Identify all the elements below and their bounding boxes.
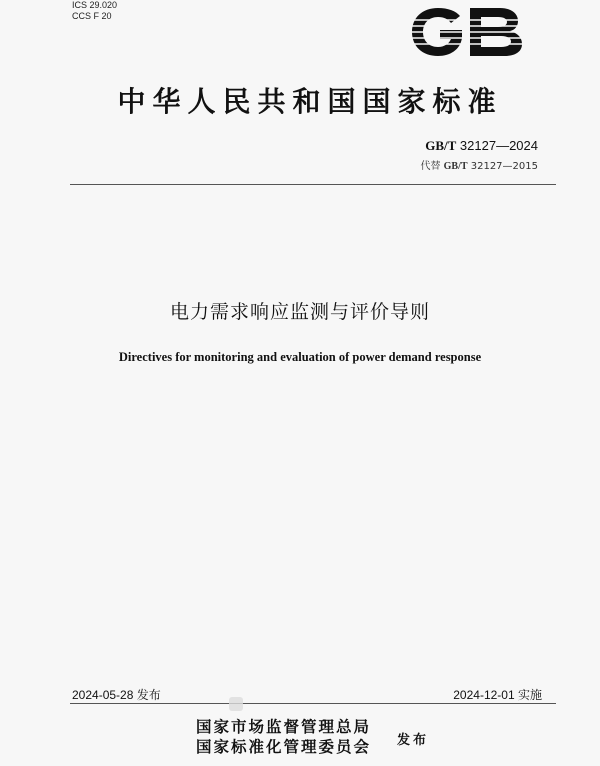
ics-code: ICS 29.020 [72,0,118,10]
publish-label: 发布 [397,733,430,748]
issue-label: 发布 [136,688,161,702]
seal-mark-icon [229,697,243,711]
document-title-en: Directives for monitoring and evaluation of power demand response [118,350,482,364]
standard-prefix: GB/T [425,138,457,153]
classification-codes [72,0,117,22]
standard-number [425,138,538,154]
standard-number-value: 32127—2024 [459,138,538,153]
issuer-sac: 国家标准化管理委员会 [196,737,372,756]
ccs-code: CCS F 20 [72,11,112,21]
issue-date [72,686,161,703]
replaces-number: 32127—2015 [470,161,538,172]
bottom-divider [70,703,556,704]
replaces-label: 代替 [420,161,441,172]
issue-date-value: 2024-05-28 [72,688,134,702]
top-divider [70,184,556,185]
issuing-authorities [196,717,371,757]
implementation-label: 实施 [517,688,542,702]
national-standard-heading: 中华人民共和国国家标准 [117,85,503,118]
replaces-prefix: GB/T [443,161,468,172]
issuer-samr: 国家市场监督管理总局 [196,717,372,736]
document-title-cn: 电力需求响应监测与评价导则 [169,301,430,323]
replaces-standard [420,157,538,172]
implementation-date-value: 2024-12-01 [453,688,515,702]
gb-logo-icon [408,6,526,58]
implementation-date [453,686,542,703]
